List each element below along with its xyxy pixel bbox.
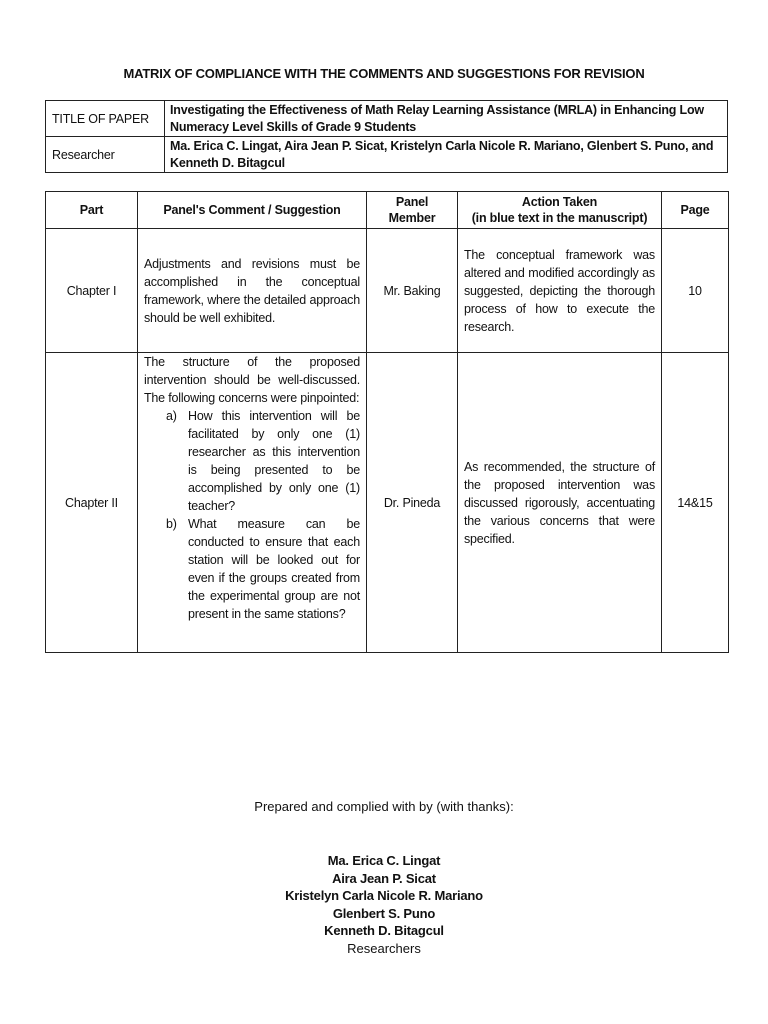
header-action [458,192,662,229]
role-label: Researchers [347,940,421,956]
header-comment: Panel's Comment / Suggestion [138,192,367,229]
row-part: Chapter II [46,353,138,653]
signatories [0,852,768,957]
researcher-name: Ma. Erica C. Lingat [327,853,441,868]
list-text: What measure can be conducted to ensure that each station will be looked out for even if the groups created from the experimental group are not present in the same stations? [188,517,360,621]
row-action: As recommended, the structure of the proposed intervention was discussed rigorously, accentuating the various concerns that were specified. [458,353,662,653]
title-row [46,101,728,137]
row-page: 14&15 [662,353,729,653]
researcher-name: Glenbert S. Puno [332,905,436,921]
researcher-name: Kristelyn Carla Nicole R. Mariano [285,888,483,903]
title-label: TITLE OF PAPER [46,101,165,137]
prepared-by-text: Prepared and complied with by (with thanks): [254,799,514,814]
header-row [46,192,729,229]
row-page: 10 [662,229,729,353]
list-item [144,407,360,515]
table-row [46,229,729,353]
table-row [46,353,729,653]
header-action-line2: (in blue text in the manuscript) [471,211,648,225]
list-marker: a) [166,409,177,423]
compliance-matrix-table [45,191,729,653]
list-text: How this intervention will be facilitated by only one (1) researcher as this intervention is being presented to be accomplished by only one (1) teacher? [188,409,360,513]
header-member: Panel Member [367,192,458,229]
header-part: Part [46,192,138,229]
list-marker: b) [166,517,177,531]
header-action-line1: Action Taken [521,195,598,209]
researcher-name: Aira Jean P. Sicat [332,870,436,886]
header-page: Page [662,192,729,229]
researcher-name: Kenneth D. Bitagcul [324,923,444,938]
comment-intro: The structure of the proposed intervention should be well-discussed. The following concerns were pinpointed: [144,355,360,405]
researcher-row [46,137,728,173]
researcher-label: Researcher [46,137,165,173]
concern-list [144,407,360,623]
row-part: Chapter I [46,229,138,353]
paper-info-table [45,100,728,173]
row-action: The conceptual framework was altered and modified accordingly as suggested, depicting the thorough process of how to execute the research. [458,229,662,353]
row-comment: Adjustments and revisions must be accomplished in the conceptual framework, where the detailed approach should be well exhibited. [138,229,367,353]
row-comment [138,353,367,653]
row-member: Dr. Pineda [367,353,458,653]
researcher-names: Ma. Erica C. Lingat, Aira Jean P. Sicat, Kristelyn Carla Nicole R. Mariano, Glenbert S. Puno, and Kenneth D. Bitagcul [165,137,728,173]
row-member: Mr. Baking [367,229,458,353]
document-title: MATRIX OF COMPLIANCE WITH THE COMMENTS AND SUGGESTIONS FOR REVISION [123,66,645,81]
paper-title: Investigating the Effectiveness of Math Relay Learning Assistance (MRLA) in Enhancing Low Numeracy Level Skills of Grade 9 Students [165,101,728,137]
list-item [144,515,360,623]
